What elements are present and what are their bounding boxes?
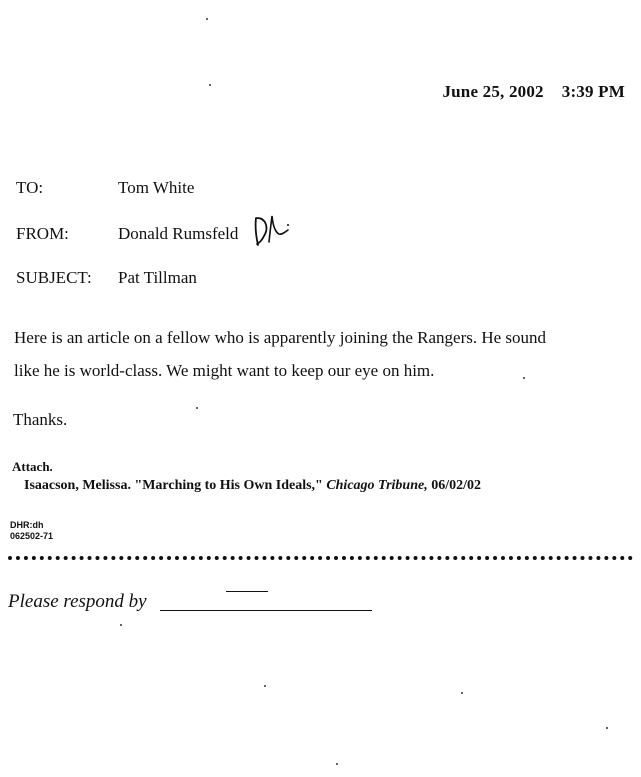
to-label: TO: bbox=[16, 178, 44, 197]
respond-by-label: Please respond by bbox=[8, 591, 147, 612]
memo-time: 3:39 PM bbox=[561, 82, 625, 101]
handwritten-initials-mark bbox=[252, 212, 294, 248]
attach-citation bbox=[24, 478, 481, 494]
reference-codes bbox=[10, 520, 53, 542]
dotted-divider bbox=[8, 556, 633, 560]
respond-by-line bbox=[160, 610, 372, 611]
subject-row bbox=[16, 268, 197, 288]
memo-closing: Thanks. bbox=[13, 410, 68, 429]
attach-citation-date: 06/02/02 bbox=[431, 478, 481, 493]
scan-speck bbox=[264, 685, 266, 687]
attach-citation-source: Chicago Tribune, bbox=[326, 478, 428, 493]
scan-speck bbox=[209, 84, 211, 86]
body-line-1: Here is an article on a fellow who is apparently joining the Rangers. He sound bbox=[14, 328, 547, 347]
scan-speck bbox=[606, 727, 608, 729]
subject-text: Pat Tillman bbox=[118, 268, 197, 287]
memo-dateline bbox=[442, 82, 625, 102]
attach-label: Attach. bbox=[12, 459, 53, 474]
to-row bbox=[16, 178, 194, 198]
memo-body bbox=[14, 321, 624, 387]
scan-speck bbox=[336, 763, 338, 765]
from-label: FROM: bbox=[16, 224, 69, 243]
ref-number: 062502-71 bbox=[10, 531, 54, 541]
memo-date: June 25, 2002 bbox=[442, 82, 544, 101]
from-sender: Donald Rumsfeld bbox=[118, 224, 239, 243]
scan-speck bbox=[196, 407, 198, 409]
subject-label: SUBJECT: bbox=[16, 268, 92, 287]
attach-citation-prefix: Isaacson, Melissa. "Marching to His Own Ideals," bbox=[24, 478, 323, 493]
ref-initials: DHR:dh bbox=[10, 520, 44, 530]
to-recipient: Tom White bbox=[118, 178, 195, 197]
scan-speck bbox=[206, 18, 208, 20]
scan-speck bbox=[120, 624, 122, 626]
body-line-2: like he is world-class. We might want to keep our eye on him. bbox=[14, 361, 435, 380]
scan-speck bbox=[461, 692, 463, 694]
respond-by-mark bbox=[226, 591, 268, 592]
from-row bbox=[16, 224, 238, 244]
scan-speck bbox=[523, 377, 525, 379]
